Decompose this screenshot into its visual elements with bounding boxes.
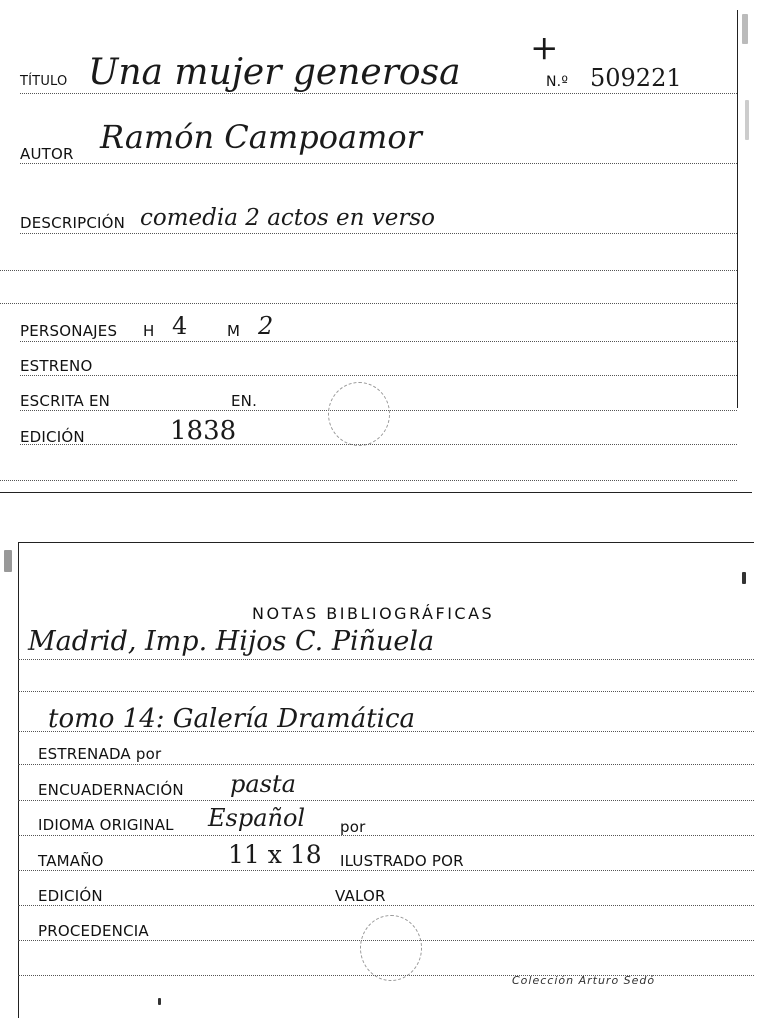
valor-label: VALOR [335,887,386,905]
punch-hole [360,915,422,981]
rule-blank-2 [0,303,737,304]
personajes-h-label: H [143,322,155,340]
speck [745,100,749,140]
note-line-2: tomo 14: Galería Dramática [48,704,416,734]
rule-titulo [20,93,737,94]
personajes-label: PERSONAJES [20,322,118,340]
autor-label: AUTOR [20,145,74,163]
titulo-value: Una mujer generosa [88,52,461,93]
speck [4,550,12,572]
en-label: EN. [231,392,258,410]
por-label: por [340,818,366,836]
catalog-card-back [0,540,759,1028]
idioma-label: IDIOMA ORIGINAL [38,816,174,834]
numero-value: 509221 [590,64,682,92]
rule-personajes [20,341,737,342]
edicion-label: EDICIÓN [20,428,85,446]
rule-back-edicion [18,905,754,906]
rule-descripcion [20,233,737,234]
rule-encuadernacion [18,800,754,801]
rule-estrenada [18,764,754,765]
rule-estreno [20,375,737,376]
rule-blank-1 [0,270,737,271]
coleccion-stamp: Colección Arturo Sedó [512,974,656,987]
estrenada-label: ESTRENADA por [38,745,162,763]
personajes-h-value: 4 [172,312,188,340]
rule-autor [20,163,737,164]
back-edicion-label: EDICIÓN [38,887,103,905]
rule-tamano [18,870,754,871]
card-front-right-border [737,10,738,408]
card-back-top-border [18,542,754,543]
card-back-left-border [18,542,19,1018]
punch-hole [328,382,390,446]
idioma-value: Español [208,804,306,832]
catalog-card-front [0,0,759,495]
tamano-label: TAMAÑO [38,852,104,870]
encuadernacion-value: pasta [230,770,296,798]
speck [158,998,161,1005]
personajes-m-label: M [227,322,241,340]
rule-note-1b [18,691,754,692]
procedencia-label: PROCEDENCIA [38,922,149,940]
rule-note-1 [18,659,754,660]
personajes-m-value: 2 [258,312,274,340]
tamano-value: 11 x 18 [228,840,322,869]
note-line-1: Madrid, Imp. Hijos C. Piñuela [28,626,435,657]
rule-front-last [0,480,737,481]
rule-idioma [18,835,754,836]
speck [742,572,746,584]
estreno-label: ESTRENO [20,357,93,375]
speck [742,14,748,44]
ilustrado-label: ILUSTRADO POR [340,852,464,870]
autor-value: Ramón Campoamor [100,118,422,156]
cross-mark: + [530,28,559,68]
rule-note-2 [18,731,754,732]
descripcion-value: comedia 2 actos en verso [140,205,435,231]
card-front-bottom-border [0,492,752,493]
notas-heading: NOTAS BIBLIOGRÁFICAS [252,604,495,623]
numero-label: N.º [546,74,569,90]
encuadernacion-label: ENCUADERNACIÓN [38,781,184,799]
escrita-en-label: ESCRITA EN [20,392,111,410]
edicion-value: 1838 [170,416,237,446]
titulo-label: TÍTULO [20,74,68,89]
descripcion-label: DESCRIPCIÓN [20,214,126,232]
rule-edicion [20,444,737,445]
